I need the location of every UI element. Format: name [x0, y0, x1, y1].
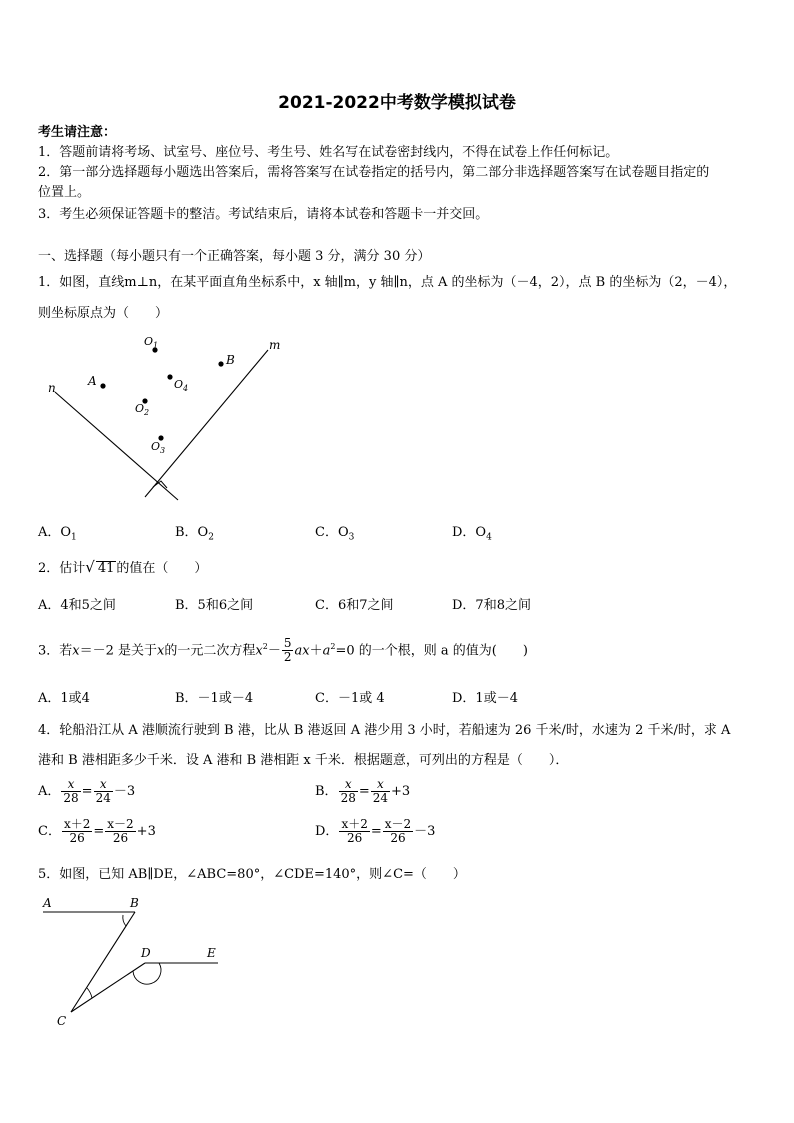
question-5-diagram [35, 890, 235, 1035]
q3-option-c: C．－1或 4 [315, 691, 385, 706]
q3-option-b: B．－1或－4 [175, 691, 254, 706]
angle-arc-c [87, 988, 92, 998]
point-B [218, 361, 223, 366]
q4-option-c: C． $\frac{x+2}{26}$ = $\frac{x-2}{26}$ +3 [38, 817, 156, 845]
q4-option-d: D． $\frac{x+2}{26}$ = $\frac{x-2}{26}$ －3 [315, 817, 436, 845]
line-m [145, 350, 268, 497]
fraction: $\frac{5}{2}$ [283, 636, 292, 665]
q4-option-b: B． $\frac{x}{28}$ = $\frac{x}{24}$ +3 [315, 777, 411, 805]
label-O3: $O_3$ [151, 440, 166, 455]
label-D: D [141, 946, 151, 960]
q1-option-a: A．$O_1$ [38, 525, 77, 543]
q1-option-d: D．$O_4$ [452, 525, 492, 543]
label-B: B [130, 896, 139, 910]
label-n: n [48, 381, 56, 395]
page-title: 2021-2022中考数学模拟试卷 [278, 93, 516, 113]
line-BC [71, 912, 135, 1012]
label-O1: $O_1$ [144, 335, 159, 350]
question-4-text-cont: 港和 B 港相距多少千米．设 A 港和 B 港相距 x 千米．根据题意，可列出的方程是（ ）． [38, 753, 569, 768]
q2-option-a: A．4和5之间 [38, 598, 116, 613]
label-E: E [207, 946, 216, 960]
question-4-text: 4．轮船沿江从 A 港顺流行驶到 B 港，比从 B 港返回 A 港少用 3 小时，若船速为 26 千米/时，水速为 2 千米/时，求 A [38, 723, 731, 738]
q2-option-d: D．7和8之间 [452, 598, 531, 613]
section-heading: 一、选择题（每小题只有一个正确答案，每小题 3 分，满分 30 分） [38, 249, 431, 264]
notice-item-2: 2．第一部分选择题每小题选出答案后，需将答案写在试卷指定的括号内，第二部分非选择题答案写在试卷题目指定的 [38, 165, 710, 180]
label-C: C [57, 1014, 67, 1028]
q3-option-d: D．1或－4 [452, 691, 518, 706]
q4-option-a: A． $\frac{x}{28}$ = $\frac{x}{24}$ －3 [38, 777, 136, 805]
point-A [100, 383, 105, 388]
notice-item-3: 3．考生必须保证答题卡的整洁。考试结束后，请将本试卷和答题卡一并交回。 [38, 207, 489, 222]
question-1-text-cont: 则坐标原点为（ ） [38, 306, 169, 321]
sqrt-radicand: 41 [97, 561, 115, 576]
question-1-text: 1．如图，直线m⊥n，在某平面直角坐标系中，x 轴∥m，y 轴∥n，点 A 的坐标为（－4，2），点 B 的坐标为（2，－4）， [38, 275, 737, 290]
label-O4: $O_4$ [174, 378, 189, 393]
q2-option-b: B．5和6之间 [175, 598, 254, 613]
question-3-text: 3．若x＝－2 是关于x的一元二次方程$x^2-$ $\frac{5}{2}$ $ax+a^2=0$ 的一个根，则 a 的值为( ) [38, 636, 528, 665]
question-2-text: 2．估计√ 41 的值在（ ） [38, 558, 208, 576]
q1-option-c: C．$O_3$ [315, 525, 355, 543]
label-O2: $O_2$ [135, 402, 150, 417]
label-A: A [88, 374, 97, 388]
line-CD [71, 963, 145, 1012]
label-m: m [269, 338, 281, 352]
q3-option-a: A．1或4 [38, 691, 90, 706]
q1-option-b: B．$O_2$ [175, 525, 214, 543]
notice-heading: 考生请注意： [38, 125, 117, 140]
notice-item-2-cont: 位置上。 [38, 185, 91, 200]
angle-arc-d [133, 963, 161, 984]
label-A: A [43, 896, 52, 910]
q2-option-c: C．6和7之间 [315, 598, 394, 613]
point-O4 [167, 374, 172, 379]
question-1-diagram [40, 330, 290, 505]
question-5-text: 5．如图，已知 AB∥DE，∠ABC=80°，∠CDE=140°，则∠C=（ ） [38, 867, 466, 882]
label-B: B [226, 353, 235, 367]
notice-item-1: 1．答题前请将考场、试室号、座位号、考生号、姓名写在试卷密封线内，不得在试卷上作任何标记。 [38, 145, 619, 160]
angle-arc-b [123, 915, 126, 926]
